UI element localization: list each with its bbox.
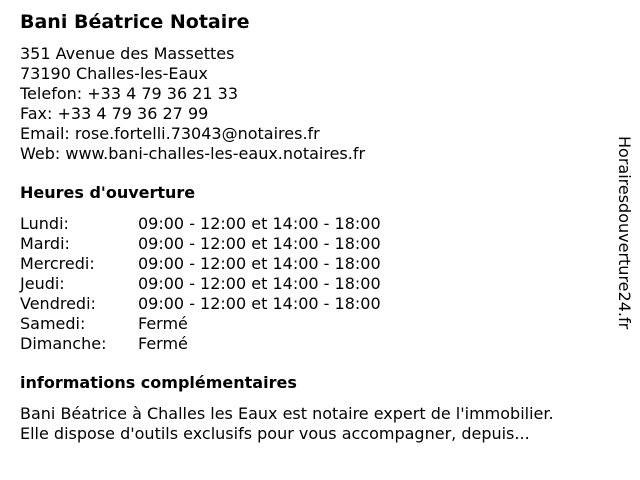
hours-day: Mercredi: xyxy=(20,254,95,273)
info-line2: Elle dispose d'outils exclusifs pour vous accompagner, depuis... xyxy=(20,424,530,443)
hours-row xyxy=(20,214,590,234)
hours-heading: Heures d'ouverture xyxy=(20,183,196,202)
hours-day: Jeudi: xyxy=(20,274,65,293)
hours-time: 09:00 - 12:00 et 14:00 - 18:00 xyxy=(138,214,381,233)
hours-row xyxy=(20,254,590,274)
hours-time: 09:00 - 12:00 et 14:00 - 18:00 xyxy=(138,294,381,313)
hours-day: Samedi: xyxy=(20,314,86,333)
info-heading: informations complémentaires xyxy=(20,373,297,392)
info-line1: Bani Béatrice à Challes les Eaux est notaire expert de l'immobilier. xyxy=(20,404,554,423)
info-description xyxy=(20,404,580,444)
business-card xyxy=(20,10,590,444)
business-name: Bani Béatrice Notaire xyxy=(20,11,250,33)
phone-line: Telefon: +33 4 79 36 21 33 xyxy=(20,84,239,103)
contact-details xyxy=(20,44,590,164)
hours-time: Fermé xyxy=(138,334,188,353)
hours-row xyxy=(20,294,590,314)
hours-time: 09:00 - 12:00 et 14:00 - 18:00 xyxy=(138,274,381,293)
site-watermark: Horairesdouverture24.fr xyxy=(615,136,634,330)
hours-day: Mardi: xyxy=(20,234,70,253)
email-line: Email: rose.fortelli.73043@notaires.fr xyxy=(20,124,320,143)
hours-row xyxy=(20,314,590,334)
hours-day: Dimanche: xyxy=(20,334,107,353)
hours-day: Vendredi: xyxy=(20,294,96,313)
address-line2: 73190 Challes-les-Eaux xyxy=(20,64,208,83)
fax-line: Fax: +33 4 79 36 27 99 xyxy=(20,104,209,123)
hours-day: Lundi: xyxy=(20,214,69,233)
web-line: Web: www.bani-challes-les-eaux.notaires.fr xyxy=(20,144,366,163)
hours-time: 09:00 - 12:00 et 14:00 - 18:00 xyxy=(138,254,381,273)
hours-time: Fermé xyxy=(138,314,188,333)
hours-row xyxy=(20,274,590,294)
hours-time: 09:00 - 12:00 et 14:00 - 18:00 xyxy=(138,234,381,253)
hours-row xyxy=(20,234,590,254)
address-line1: 351 Avenue des Massettes xyxy=(20,44,235,63)
hours-row xyxy=(20,334,590,354)
hours-table xyxy=(20,214,590,354)
